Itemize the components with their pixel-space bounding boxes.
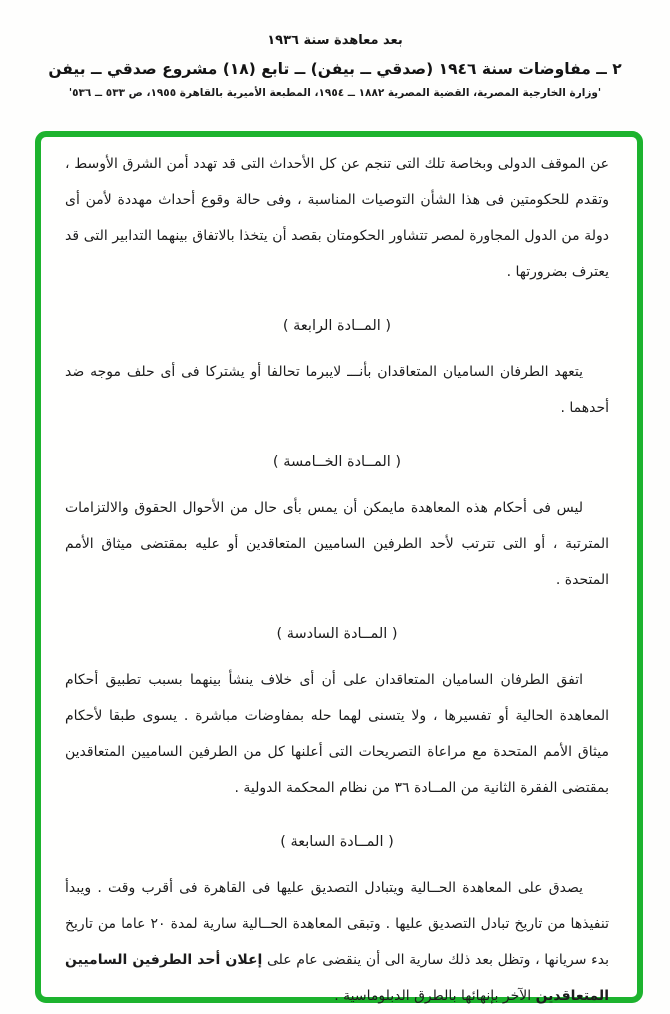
green-highlight-region	[35, 131, 643, 1003]
article-7-text-before: يصدق على المعاهدة الحــالية ويتبادل التصديق عليها فى القاهرة فى أقرب وقت . ويبدأ تنفيذها من تاريخ تبادل التصديق عليها . وتبقى المعاهدة الحــالية سارية لمدة ٢٠ عاما من تاريخ بدء سريانها ، وتظل بعد ذلك سارية الى أن ينقضى عام على	[65, 880, 609, 968]
article-5-heading: ( المــادة الخــامسة )	[272, 454, 402, 470]
article-7-text-after: الآخر بإنهائها بالطرق الدبلوماسية .	[334, 988, 536, 1004]
article-7-text-bold: إعلان أحد الطرفين الساميين المتعاقدين	[65, 952, 609, 1004]
header-source-citation: 'وزارة الخارجية المصرية، القضية المصرية ١٨٨٢ ــ ١٩٥٤، المطبعة الأميرية بالقاهرة ١٩٥٥، ص ٥٣٣ ــ ٥٣٦'	[68, 87, 602, 99]
header-negotiations-title: ٢ ــ مفاوضات سنة ١٩٤٦ (صدقي ــ بيفن) ــ تابع (١٨) مشروع صدقي ــ بيفن	[48, 60, 622, 78]
article-7-paragraph	[65, 870, 609, 1014]
article-4-heading: ( المــادة الرابعة )	[282, 318, 392, 334]
article-6-paragraph: اتفق الطرفان الساميان المتعاقدان على أن أى خلاف ينشأ بينهما بسبب تطبيق أحكام المعاهدة الحالية أو تفسيرها ، ولا يتسنى لهما حله بمفاوضات مباشرة . يسوى طبقا لأحكام ميثاق الأمم المتحدة مع مراعاة التصريحات التى أعلنها كل من الطرفين الساميين المتعاقدين بمقتضى الفقرة الثانية من المــادة ٣٦ من نظام المحكمة الدولية .	[65, 672, 609, 796]
article-7-heading: ( المــادة السابعة )	[280, 834, 394, 850]
article-6-heading: ( المــادة السادسة )	[276, 626, 398, 642]
article-4-paragraph: يتعهد الطرفان الساميان المتعاقدان بأنـــ لايبرما تحالفا أو يشتركا فى أى حلف موجه ضد أحدهما .	[65, 364, 609, 416]
article-5-paragraph: ليس فى أحكام هذه المعاهدة مايمكن أن يمس بأى حال من الأحوال الحقوق والالتزامات المترتبة ، أو التى تترتب لأحد الطرفين الساميين المتعاقدين أو عليه بمقتضى ميثاق الأمم المتحدة .	[65, 500, 609, 588]
header-treaty-line: بعد معاهدة سنة ١٩٣٦	[267, 33, 403, 48]
intro-continuation-paragraph: عن الموقف الدولى وبخاصة تلك التى تنجم عن كل الأحداث التى قد تهدد أمن الشرق الأوسط ، وتقدم للحكومتين فى هذا الشأن التوصيات المناسبة ، وفى حالة وقوع أحداث مهددة لأمن أى دولة من الدول المجاورة لمصر تتشاور الحكومتان بقصد أن يتخذا بالاتفاق بينهما التدابير التى قد يعترف بضرورتها .	[65, 156, 609, 280]
document-header	[0, 0, 670, 99]
